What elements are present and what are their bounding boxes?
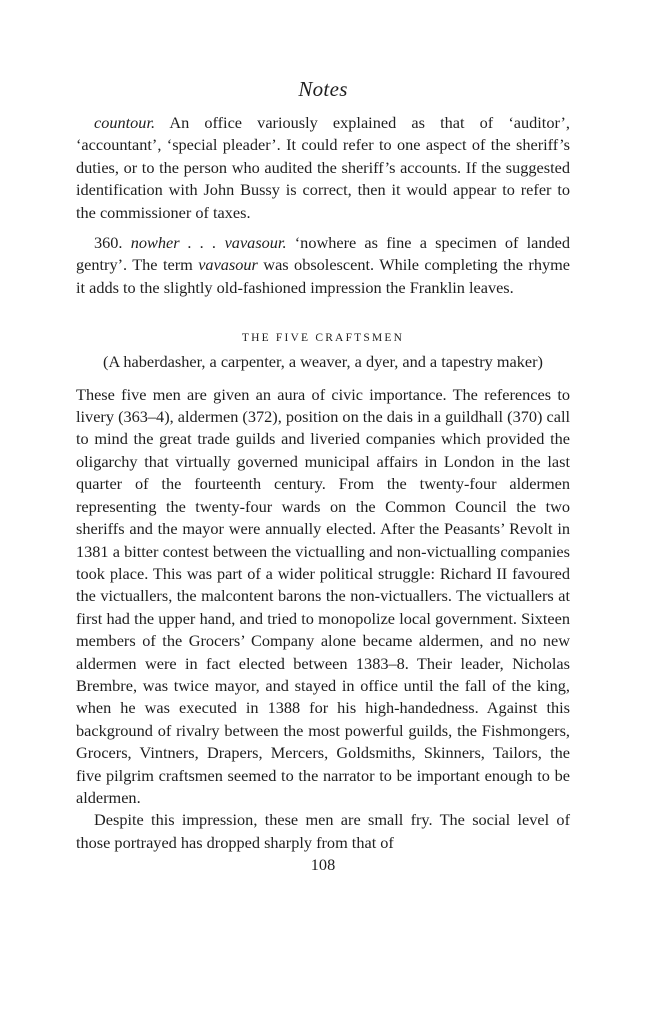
section-subtitle: (A haberdasher, a carpenter, a weaver, a dyer, and a tapestry maker) [103,352,543,372]
note-lemma: nowher . . . vavasour. [130,233,287,253]
book-page [76,0,570,876]
body-paragraph: These five men are given an aura of civic importance. The references to livery (363–4), aldermen (372), position on the dais in a guildhall (370) call to mind the great trade guilds and liveried companies which provided the oligarchy that virtually governed municipal affairs in London in the last quarter of the fourteenth century. From the twenty-four aldermen representing the twenty-four wards on the Common Council the two sheriffs and the mayor were annually elected. After the Peasants’ Revolt in 1381 a bitter contest between the victualling and non-victualling companies took place. This was part of a wider political struggle: Richard II favoured the victuallers, the malcontent barons the non-victuallers. The victuallers at first had the upper hand, and tried to monopolize local government. Sixteen members of the Grocers’ Company alone became aldermen, and no new aldermen were in fact elected between 1383–8. Their leader, Nicholas Brembre, was twice mayor, and stayed in office until the fall of the king, when he was executed in 1388 for his high-handedness. Against this background of rivalry between the most powerful guilds, the Fishmongers, Grocers, Vintners, Drapers, Mercers, Goldsmiths, Skinners, Tailors, the five pilgrim craftsmen seemed to the narrator to be important enough to be aldermen. [76,384,570,807]
note-lemma: countour. [94,113,156,132]
note-term: vavasour [198,255,258,275]
note-countour [76,112,570,224]
note-text: ‘nowhere as fine a specimen of landed gentry’. The term [76,233,571,275]
note-text: An office variously explained as that of ‘auditor’, ‘accountant’, ‘special pleader’. It could refer to one aspect of the sheriff’s duties, or to the person who audited the sheriff’s accounts. If the suggested identification with John Bussy is correct, then it would appear to refer to the commissioner of taxes. [76,113,570,222]
note-360 [76,232,570,299]
running-head: Notes [298,77,348,101]
body-paragraph: Despite this impression, these men are small fry. The social level of those portrayed has dropped sharply from that of [76,810,570,852]
note-text: was obsolescent. While completing the rhyme it adds to the slightly old-fashioned impression the Franklin leaves. [76,255,570,297]
page-number: 108 [310,855,336,875]
note-number: 360. [94,233,131,253]
section-heading: THE FIVE CRAFTSMEN [241,332,405,345]
